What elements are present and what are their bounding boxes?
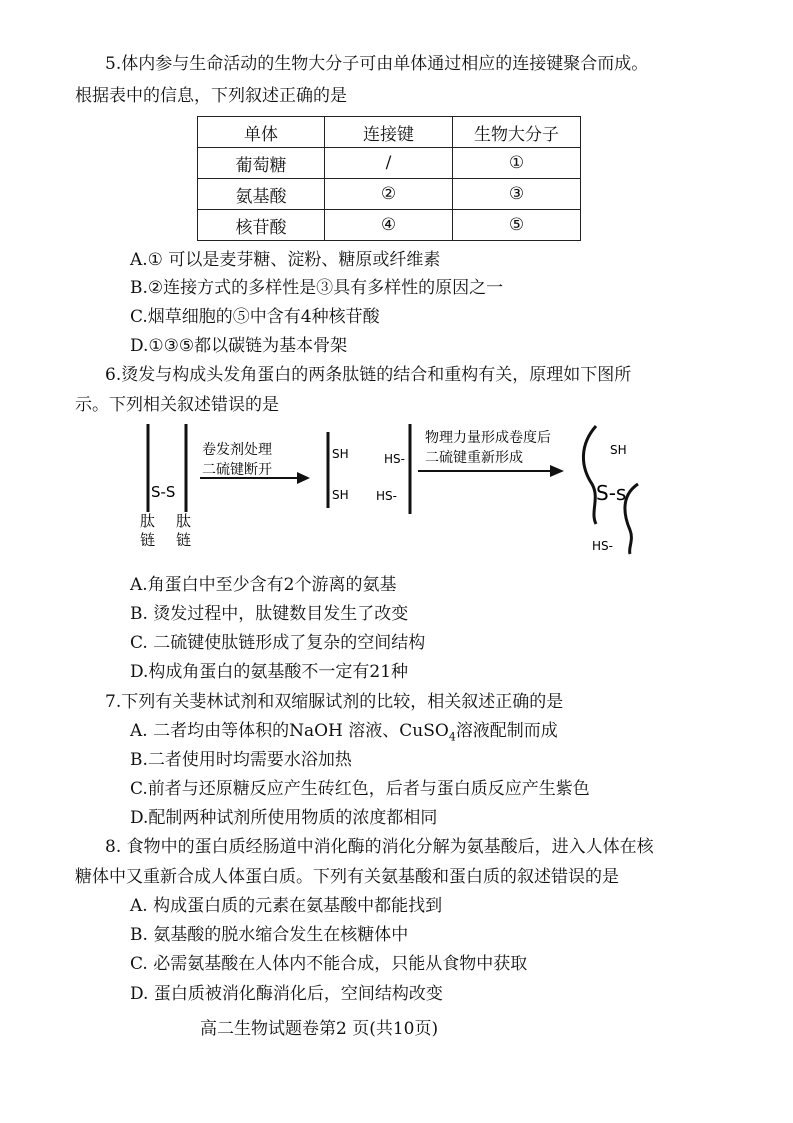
sh-label-bottom: SH — [332, 488, 349, 502]
page-footer: 高二生物试题卷第2 页(共10页) — [200, 1019, 439, 1039]
q6-option-d: D.构成角蛋白的氨基酸不一定有21种 — [130, 662, 409, 682]
table-cell: / — [325, 148, 453, 179]
chain-label-1a: 肽 — [140, 512, 156, 530]
q7-option-a-text: A. 二者均由等体积的NaOH 溶液、CuSO — [130, 721, 449, 741]
q6-stem-line2: 示。下列相关叙述错误的是 — [75, 395, 279, 415]
table-header-cell: 生物大分子 — [453, 117, 581, 148]
q6-option-a: A.角蛋白中至少含有2个游离的氨基 — [130, 575, 397, 595]
q6-option-c: C. 二硫键使肽链形成了复杂的空间结构 — [130, 633, 426, 653]
q5-option-d: D.①③⑤都以碳链为基本骨架 — [130, 336, 348, 356]
q8-option-b: B. 氨基酸的脱水缩合发生在核糖体中 — [130, 925, 409, 945]
disulfide-label: S-S — [151, 483, 176, 501]
q6-stem-line1: 6.烫发与构成头发角蛋白的两条肽链的结合和重构有关，原理如下图所 — [105, 365, 632, 385]
arrow2-label-1: 物理力量形成卷度后 — [425, 430, 551, 446]
table-row — [198, 210, 581, 241]
table-header-cell: 连接键 — [325, 117, 453, 148]
table-cell: ① — [453, 148, 581, 179]
q5-option-c: C.烟草细胞的⑤中含有4种核苷酸 — [130, 307, 380, 327]
final-hs-label: HS- — [592, 539, 613, 553]
table-cell: ③ — [453, 179, 581, 210]
q8-option-d: D. 蛋白质被消化酶消化后，空间结构改变 — [130, 984, 443, 1004]
arrow2-label-2: 二硫键重新形成 — [425, 450, 523, 466]
arrow1-label-1: 卷发剂处理 — [202, 442, 272, 458]
q5-stem-line2: 根据表中的信息，下列叙述正确的是 — [75, 86, 347, 106]
hs-label-top: HS- — [384, 452, 405, 466]
q7-stem: 7.下列有关斐林试剂和双缩脲试剂的比较，相关叙述正确的是 — [105, 692, 564, 712]
q8-option-c: C. 必需氨基酸在人体内不能合成，只能从食物中获取 — [130, 954, 528, 974]
table-cell: ② — [325, 179, 453, 210]
q7-option-d: D.配制两种试剂所使用物质的浓度都相同 — [130, 808, 438, 828]
table-cell: 核苷酸 — [198, 210, 325, 241]
q7-option-a — [130, 719, 558, 749]
q7-option-a-text-end: 溶液配制而成 — [455, 721, 558, 741]
table-row — [198, 148, 581, 179]
q8-option-a: A. 构成蛋白质的元素在氨基酸中都能找到 — [130, 896, 443, 916]
chain-label-1b: 链 — [140, 531, 156, 549]
arrow1-label-2: 二硫键断开 — [202, 462, 272, 478]
final-sh-label: SH — [610, 443, 627, 457]
q7-option-a-subscript: 4 — [448, 730, 456, 744]
table-cell: 葡萄糖 — [198, 148, 325, 179]
q8-stem-line1: 8. 食物中的蛋白质经肠道中消化酶的消化分解为氨基酸后，进入人体在核 — [105, 837, 654, 857]
final-disulfide-label: S-s — [596, 481, 627, 505]
q7-option-c: C.前者与还原糖反应产生砖红色，后者与蛋白质反应产生紫色 — [130, 779, 590, 799]
table-cell: ⑤ — [453, 210, 581, 241]
table-header-cell: 单体 — [198, 117, 325, 148]
table-cell: ④ — [325, 210, 453, 241]
perm-diagram — [140, 420, 660, 560]
table-row — [198, 179, 581, 210]
q5-option-b: B.②连接方式的多样性是③具有多样性的原因之一 — [130, 278, 504, 298]
q5-stem-line1: 5.体内参与生命活动的生物大分子可由单体通过相应的连接键聚合而成。 — [105, 54, 649, 74]
q5-table — [197, 116, 581, 241]
curled-chain-1 — [583, 426, 596, 524]
arrow1-head — [297, 472, 310, 484]
q5-option-a: A.① 可以是麦芽糖、淀粉、糖原或纤维素 — [130, 250, 441, 270]
sh-label-top: SH — [332, 447, 349, 461]
chain-label-2a: 肽 — [176, 512, 192, 530]
table-cell: 氨基酸 — [198, 179, 325, 210]
arrow2-head — [550, 465, 564, 477]
table-header-row — [198, 117, 581, 148]
hs-label-bottom: HS- — [376, 489, 397, 503]
q7-option-b: B.二者使用时均需要水浴加热 — [130, 750, 352, 770]
q6-option-b: B. 烫发过程中，肽键数目发生了改变 — [130, 604, 409, 624]
curled-chain-2 — [625, 484, 638, 554]
q8-stem-line2: 糖体中又重新合成人体蛋白质。下列有关氨基酸和蛋白质的叙述错误的是 — [75, 867, 619, 887]
chain-label-2b: 链 — [176, 531, 192, 549]
